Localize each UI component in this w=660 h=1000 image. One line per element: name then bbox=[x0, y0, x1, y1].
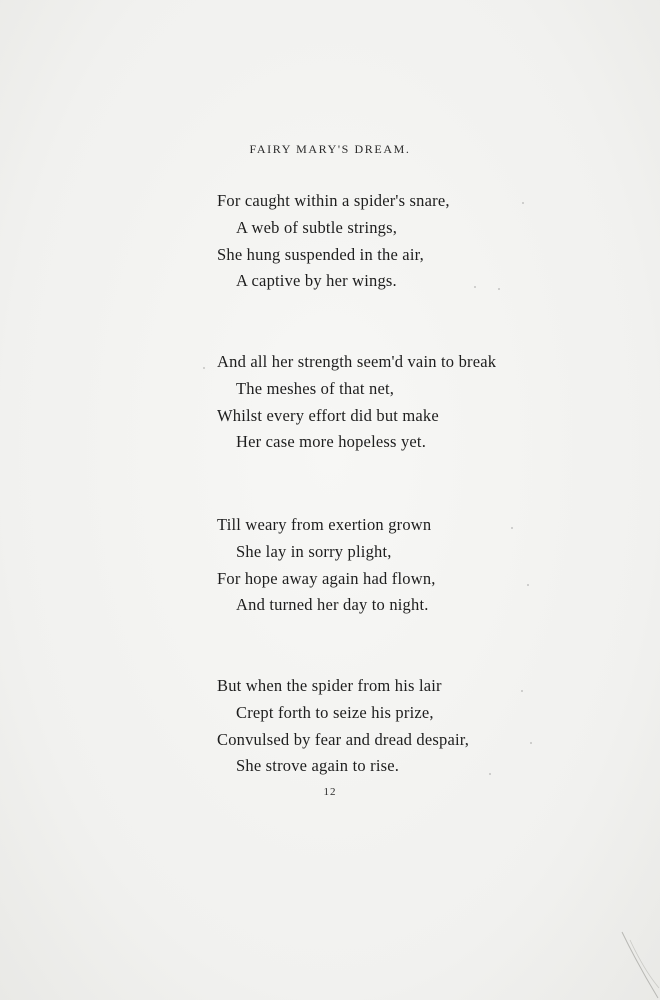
verse-line: Crept forth to seize his prize, bbox=[236, 702, 434, 722]
verse-line: Convulsed by fear and dread despair, bbox=[217, 729, 470, 749]
verse-line: But when the spider from his lair bbox=[217, 676, 442, 695]
verse-line: And all her strength seem'd vain to break bbox=[217, 352, 497, 371]
stanza-1 bbox=[217, 188, 637, 295]
scan-speck bbox=[522, 202, 524, 204]
verse-line: For caught within a spider's snare, bbox=[217, 191, 450, 210]
verse-line: She lay in sorry plight, bbox=[236, 541, 392, 561]
verse-line: Till weary from exertion grown bbox=[217, 515, 432, 534]
scan-speck bbox=[511, 527, 513, 529]
scan-speck bbox=[489, 773, 491, 775]
verse-line: And turned her day to night. bbox=[236, 595, 429, 615]
page-number: 12 bbox=[323, 786, 337, 798]
verse-line: A captive by her wings. bbox=[236, 271, 397, 291]
stanza-2 bbox=[217, 349, 637, 456]
stanza-4 bbox=[217, 673, 637, 780]
scan-speck bbox=[527, 584, 529, 586]
verse-line: For hope away again had flown, bbox=[217, 568, 436, 588]
scan-speck bbox=[521, 690, 523, 692]
scan-speck bbox=[498, 288, 500, 290]
page-edge-mark bbox=[620, 930, 660, 1000]
verse-line: A web of subtle strings, bbox=[236, 217, 398, 237]
verse-line: Whilst every effort did but make bbox=[217, 405, 439, 425]
stanza-3 bbox=[217, 512, 637, 619]
verse-line: She hung suspended in the air, bbox=[217, 244, 424, 264]
verse-line: Her case more hopeless yet. bbox=[236, 432, 427, 452]
running-head: FAIRY MARY'S DREAM. bbox=[249, 142, 411, 156]
scan-speck bbox=[530, 742, 532, 744]
scan-speck bbox=[474, 286, 476, 288]
verse-line: She strove again to rise. bbox=[236, 756, 400, 776]
scan-speck bbox=[203, 367, 205, 369]
verse-line: The meshes of that net, bbox=[236, 378, 395, 398]
